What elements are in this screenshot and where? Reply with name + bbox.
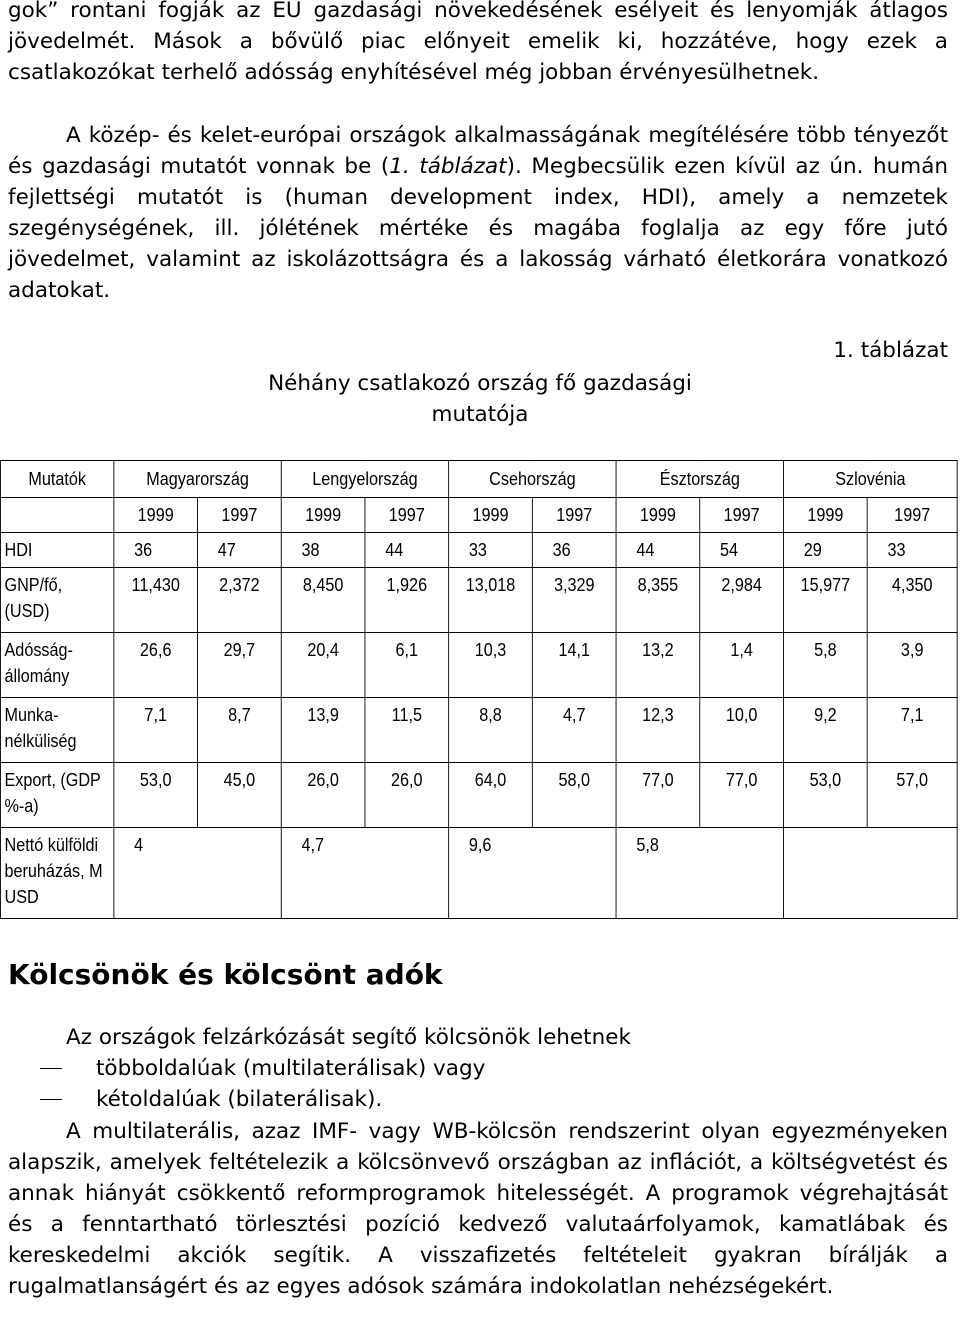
table-cell: 6,1 — [365, 633, 449, 698]
table-cell: 1,4 — [700, 633, 784, 698]
table-cell: 29 — [783, 533, 867, 568]
table-header-row — [0, 461, 957, 498]
table-title — [0, 368, 960, 430]
table-cell: 36 — [114, 533, 198, 568]
table-cell: 4 — [114, 828, 281, 919]
corner-header: Mutatók — [0, 461, 113, 498]
list-item — [40, 1084, 485, 1115]
table-cell: 2,372 — [198, 568, 282, 633]
year-header: 1999 — [114, 498, 198, 533]
table-cell: 5,8 — [783, 633, 867, 698]
country-header: Észtország — [616, 461, 783, 498]
table-year-row — [0, 498, 957, 533]
table-cell: 77,0 — [616, 763, 700, 828]
table-row — [0, 633, 957, 698]
table-cell: 26,6 — [114, 633, 198, 698]
table-cell: 5,8 — [616, 828, 783, 919]
indicators-table — [0, 460, 958, 919]
list-item-text: többoldalúak (multilaterálisak) vagy — [96, 1056, 486, 1081]
table-cell: 7,1 — [114, 698, 198, 763]
table-cell: 58,0 — [532, 763, 616, 828]
table-number: 1. táblázat — [833, 338, 948, 363]
table-cell: 38 — [281, 533, 365, 568]
table-cell: 4,7 — [532, 698, 616, 763]
table-cell: 33 — [867, 533, 957, 568]
table-cell: 54 — [700, 533, 784, 568]
table-cell: 4,7 — [281, 828, 448, 919]
table-cell: 44 — [616, 533, 700, 568]
table-cell: 20,4 — [281, 633, 365, 698]
year-header: 1997 — [867, 498, 957, 533]
loan-type-list — [40, 1053, 485, 1115]
list-item — [40, 1053, 485, 1084]
table-cell: 8,450 — [281, 568, 365, 633]
dash-bullet-icon — [40, 1068, 62, 1069]
paragraph-indicators-part1: A közép- és kelet-európai országok alkalmasságának megítélésére több tényezőt és gazdasági mutatót vonnak be ( — [8, 123, 948, 179]
table-row — [0, 533, 957, 568]
table-cell: 9,6 — [449, 828, 616, 919]
table-cell: 15,977 — [783, 568, 867, 633]
table-cell: 26,0 — [281, 763, 365, 828]
table-cell: 1,926 — [365, 568, 449, 633]
paragraph-indicators-part2: ). Megbecsülik ezen kívül az ún. humán fejlettségi mutatót is (human development index, HDI), amely a nemzetek szegénységének, ill. jólétének mértéke és magába foglalja az egy főre jutó jövedelmet, valamint az iskolázottságra és a lakosság várható életkorára vonatkozó adatokat. — [8, 154, 948, 303]
year-header: 1999 — [449, 498, 533, 533]
table-cell: 33 — [449, 533, 533, 568]
country-header: Szlovénia — [783, 461, 957, 498]
year-header: 1997 — [700, 498, 784, 533]
dash-bullet-icon — [40, 1099, 62, 1100]
table-cell: 64,0 — [449, 763, 533, 828]
table-cell: 11,5 — [365, 698, 449, 763]
table-cell: 29,7 — [198, 633, 282, 698]
country-header: Csehország — [449, 461, 616, 498]
row-label: Nettó külföldi beruházás, M USD — [0, 828, 113, 919]
table-cell: 8,7 — [198, 698, 282, 763]
table-cell: 3,329 — [532, 568, 616, 633]
table-cell: 13,2 — [616, 633, 700, 698]
paragraph-intro: gok” rontani fogják az EU gazdasági növekedésének esélyeit és lenyomják átlagos jövedelmét. Mások a bővülő piac előnyeit emelik ki, hozzátéve, hogy ezek a csatlakozókat terhelő adósság enyhítésével még jobban érvényesülhetnek. — [8, 0, 948, 85]
table-cell: 2,984 — [700, 568, 784, 633]
table-cell: 77,0 — [700, 763, 784, 828]
table-cell: 10,3 — [449, 633, 533, 698]
table-cell: 8,355 — [616, 568, 700, 633]
table-row — [0, 698, 957, 763]
country-header: Magyarország — [114, 461, 281, 498]
table-row — [0, 763, 957, 828]
row-label: Munka-nélküliség — [0, 698, 113, 763]
table-reference: 1. táblázat — [389, 154, 507, 179]
section-heading: Kölcsönök és kölcsönt adók — [8, 958, 443, 991]
table-cell: 8,8 — [449, 698, 533, 763]
paragraph-indicators — [8, 120, 948, 306]
table-cell: 4,350 — [867, 568, 957, 633]
year-header: 1997 — [532, 498, 616, 533]
table-cell: 12,3 — [616, 698, 700, 763]
country-header: Lengyelország — [281, 461, 448, 498]
paragraph-multilateral: A multilaterális, azaz IMF- vagy WB-kölcsön rendszerint olyan egyezményeken alapszik, amelyek feltételezik a kölcsönvevő országban az inflációt, a költségvetést és annak hiányát csökkentő reformprogramok hitelességét. A programok végrehajtását és a fenntartható törlesztési pozíció kedvező valutaárfolyamok, kamatlábak és kereskedelmi akciók segítik. A visszafizetés feltételeit gyakran bírálják a rugalmatlanságért és az egyes adósok számára indokolatlan nehézségekért. — [8, 1119, 948, 1299]
year-header: 1997 — [365, 498, 449, 533]
table-cell: 57,0 — [867, 763, 957, 828]
table-cell: 9,2 — [783, 698, 867, 763]
row-label: Adósság-állomány — [0, 633, 113, 698]
year-header: 1999 — [281, 498, 365, 533]
table-cell: 13,9 — [281, 698, 365, 763]
table-title-text: Néhány csatlakozó ország fő gazdasági mutatója — [268, 371, 692, 427]
table-cell: 13,018 — [449, 568, 533, 633]
table-cell: 53,0 — [114, 763, 198, 828]
table-row — [0, 568, 957, 633]
table-cell: 44 — [365, 533, 449, 568]
table-cell: 10,0 — [700, 698, 784, 763]
table-cell: 45,0 — [198, 763, 282, 828]
year-header-empty — [0, 498, 113, 533]
year-header: 1997 — [198, 498, 282, 533]
table-row — [0, 828, 957, 919]
table-cell: 3,9 — [867, 633, 957, 698]
list-item-text: kétoldalúak (bilaterálisak). — [96, 1087, 383, 1112]
table-cell: 14,1 — [532, 633, 616, 698]
table-cell: 53,0 — [783, 763, 867, 828]
table-cell: 47 — [198, 533, 282, 568]
row-label: HDI — [0, 533, 113, 568]
row-label: Export, (GDP %-a) — [0, 763, 113, 828]
table-cell: 7,1 — [867, 698, 957, 763]
section-intro: Az országok felzárkózását segítő kölcsönök lehetnek — [66, 1025, 631, 1050]
row-label: GNP/fő, (USD) — [0, 568, 113, 633]
year-header: 1999 — [783, 498, 867, 533]
year-header: 1999 — [616, 498, 700, 533]
table-cell: 11,430 — [114, 568, 198, 633]
table-cell: 36 — [532, 533, 616, 568]
table-cell-empty — [783, 828, 957, 919]
table-cell: 26,0 — [365, 763, 449, 828]
